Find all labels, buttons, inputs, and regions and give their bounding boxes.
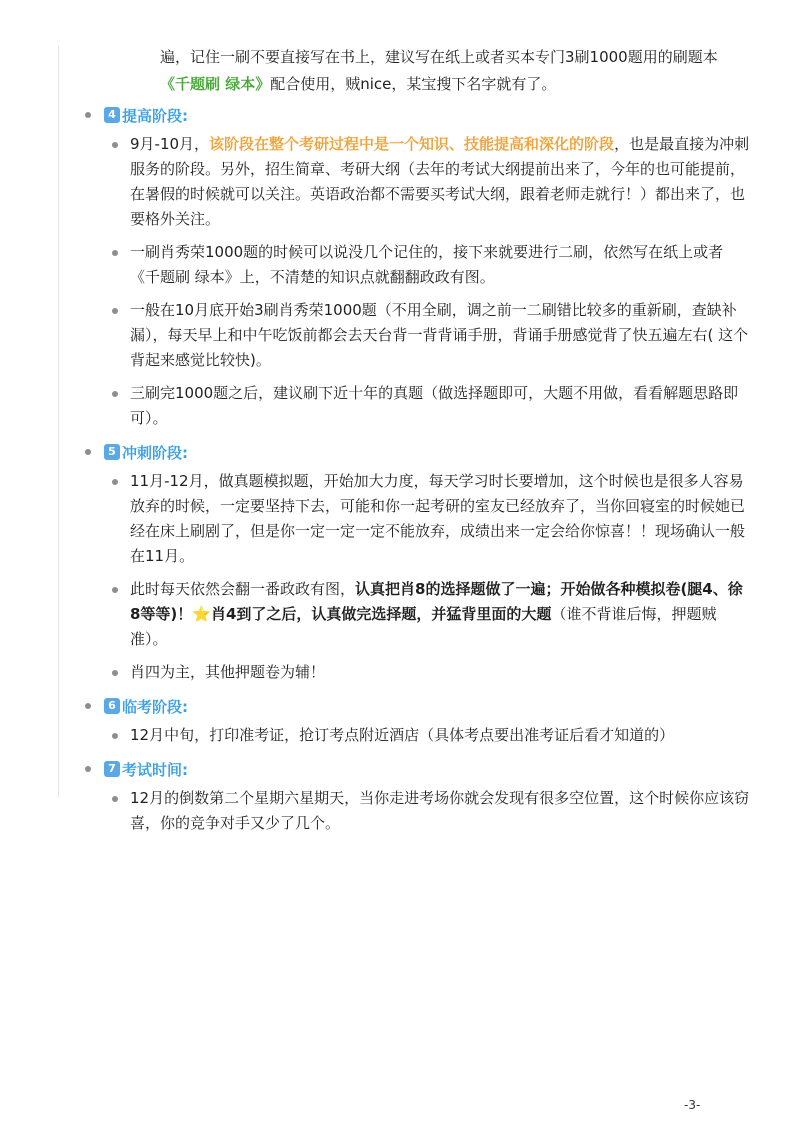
bullet-icon bbox=[85, 703, 91, 709]
bullet-icon bbox=[112, 391, 118, 397]
section-list bbox=[80, 469, 770, 685]
item-text: 12月的倒数第二个星期六星期天，当你走进考场你就会发现有很多空位置，这个时候你应该窃喜，你的竞争对手又少了几个。 bbox=[130, 789, 750, 832]
list-item bbox=[80, 469, 770, 569]
list-item bbox=[80, 240, 770, 290]
intro-text: 遍，记住一刷不要直接写在书上，建议写在纸上或者买本专门3刷1000题用的刷题本 bbox=[160, 48, 718, 66]
list-item bbox=[80, 723, 770, 748]
bold-text: 肖4到了之后，认真做完选择题，并猛背里面的大题 bbox=[210, 605, 552, 623]
list-item bbox=[80, 132, 770, 232]
section-list bbox=[80, 786, 770, 836]
section-heading bbox=[80, 439, 770, 465]
section-title: 考试时间: bbox=[122, 760, 188, 779]
section-exam-prep bbox=[80, 693, 770, 748]
section-heading bbox=[80, 693, 770, 719]
bullet-icon bbox=[112, 479, 118, 485]
bullet-icon bbox=[85, 112, 91, 118]
item-text: （谁不背谁后悔，押题贼准）。 bbox=[130, 605, 717, 648]
list-item bbox=[80, 660, 770, 685]
item-text: 11月-12月，做真题模拟题，开始加大力度，每天学习时长要增加，这个时候也是很多人容易放弃的时候，一定要坚持下去，可能和你一起考研的室友已经放弃了，当你回寝室的时候她已经在床上刷剧了，但是你一定一定一定不能放弃，成绩出来一定会给你惊喜！！现场确认一般在11月。 bbox=[130, 472, 746, 565]
item-text: 肖四为主，其他押题卷为辅！ bbox=[130, 663, 326, 681]
keycap-number-icon: 4 bbox=[104, 107, 120, 123]
document-body bbox=[80, 44, 770, 844]
left-margin-rule bbox=[58, 46, 59, 798]
list-item bbox=[80, 298, 770, 373]
bullet-icon bbox=[112, 796, 118, 802]
star-icon: ⭐ bbox=[192, 605, 211, 623]
section-list bbox=[80, 723, 770, 748]
keycap-number-icon: 7 bbox=[104, 761, 120, 777]
page-number: -3- bbox=[684, 1098, 701, 1112]
list-item bbox=[80, 786, 770, 836]
section-sprint bbox=[80, 439, 770, 685]
list-item bbox=[80, 577, 770, 652]
keycap-number-icon: 6 bbox=[104, 698, 120, 714]
section-title: 冲刺阶段: bbox=[122, 443, 188, 462]
bullet-icon bbox=[112, 733, 118, 739]
item-text: 此时每天依然会翻一番政政有图， bbox=[130, 580, 356, 598]
intro-paragraph bbox=[80, 44, 770, 98]
intro-tail: 配合使用，贼nice，某宝搜下名字就有了。 bbox=[270, 75, 557, 93]
bold-text: 认真把肖8的选择题做了一遍；开始做各种模拟卷(腿4、徐8等等)！ bbox=[130, 580, 743, 623]
bullet-icon bbox=[112, 142, 118, 148]
item-text: 12月中旬，打印准考证，抢订考点附近酒店（具体考点要出准考证后看才知道的） bbox=[130, 726, 675, 744]
section-heading bbox=[80, 756, 770, 782]
keycap-number-icon: 5 bbox=[104, 444, 120, 460]
section-improve bbox=[80, 102, 770, 431]
section-heading bbox=[80, 102, 770, 128]
list-item bbox=[80, 381, 770, 431]
item-text: 一般在10月底开始3刷肖秀荣1000题（不用全刷，调之前一二刷错比较多的重新刷，查缺补漏），每天早上和中午吃饭前都会去天台背一背背诵手册，背诵手册感觉背了快五遍左右( 这个背起来感觉比较快)。 bbox=[130, 301, 749, 369]
bullet-icon bbox=[112, 308, 118, 314]
highlight-text: 该阶段在整个考研过程中是一个知识、技能提高和深化的阶段 bbox=[209, 135, 615, 153]
bullet-icon bbox=[85, 449, 91, 455]
item-text: 一刷肖秀荣1000题的时候可以说没几个记住的，接下来就要进行二刷，依然写在纸上或者《千题刷 绿本》上，不清楚的知识点就翻翻政政有图。 bbox=[130, 243, 724, 286]
item-text: ，也是最直接为冲刺服务的阶段。另外，招生简章、考研大纲（去年的考试大纲提前出来了，今年的也可能提前，在暑假的时候就可以关注。英语政治都不需要买考试大纲，跟着老师走就行！）都出来了，也要格外关注。 bbox=[130, 135, 750, 228]
bullet-icon bbox=[85, 766, 91, 772]
book-name: 《千题刷 绿本》 bbox=[160, 75, 271, 93]
section-title: 提高阶段: bbox=[122, 106, 188, 125]
section-list bbox=[80, 132, 770, 431]
section-exam-time bbox=[80, 756, 770, 836]
section-title: 临考阶段: bbox=[122, 697, 188, 716]
item-text: 9月-10月， bbox=[130, 135, 210, 153]
bullet-icon bbox=[112, 250, 118, 256]
bullet-icon bbox=[112, 670, 118, 676]
bullet-icon bbox=[112, 587, 118, 593]
item-text: 三刷完1000题之后，建议刷下近十年的真题（做选择题即可，大题不用做，看看解题思路即可）。 bbox=[130, 384, 739, 427]
